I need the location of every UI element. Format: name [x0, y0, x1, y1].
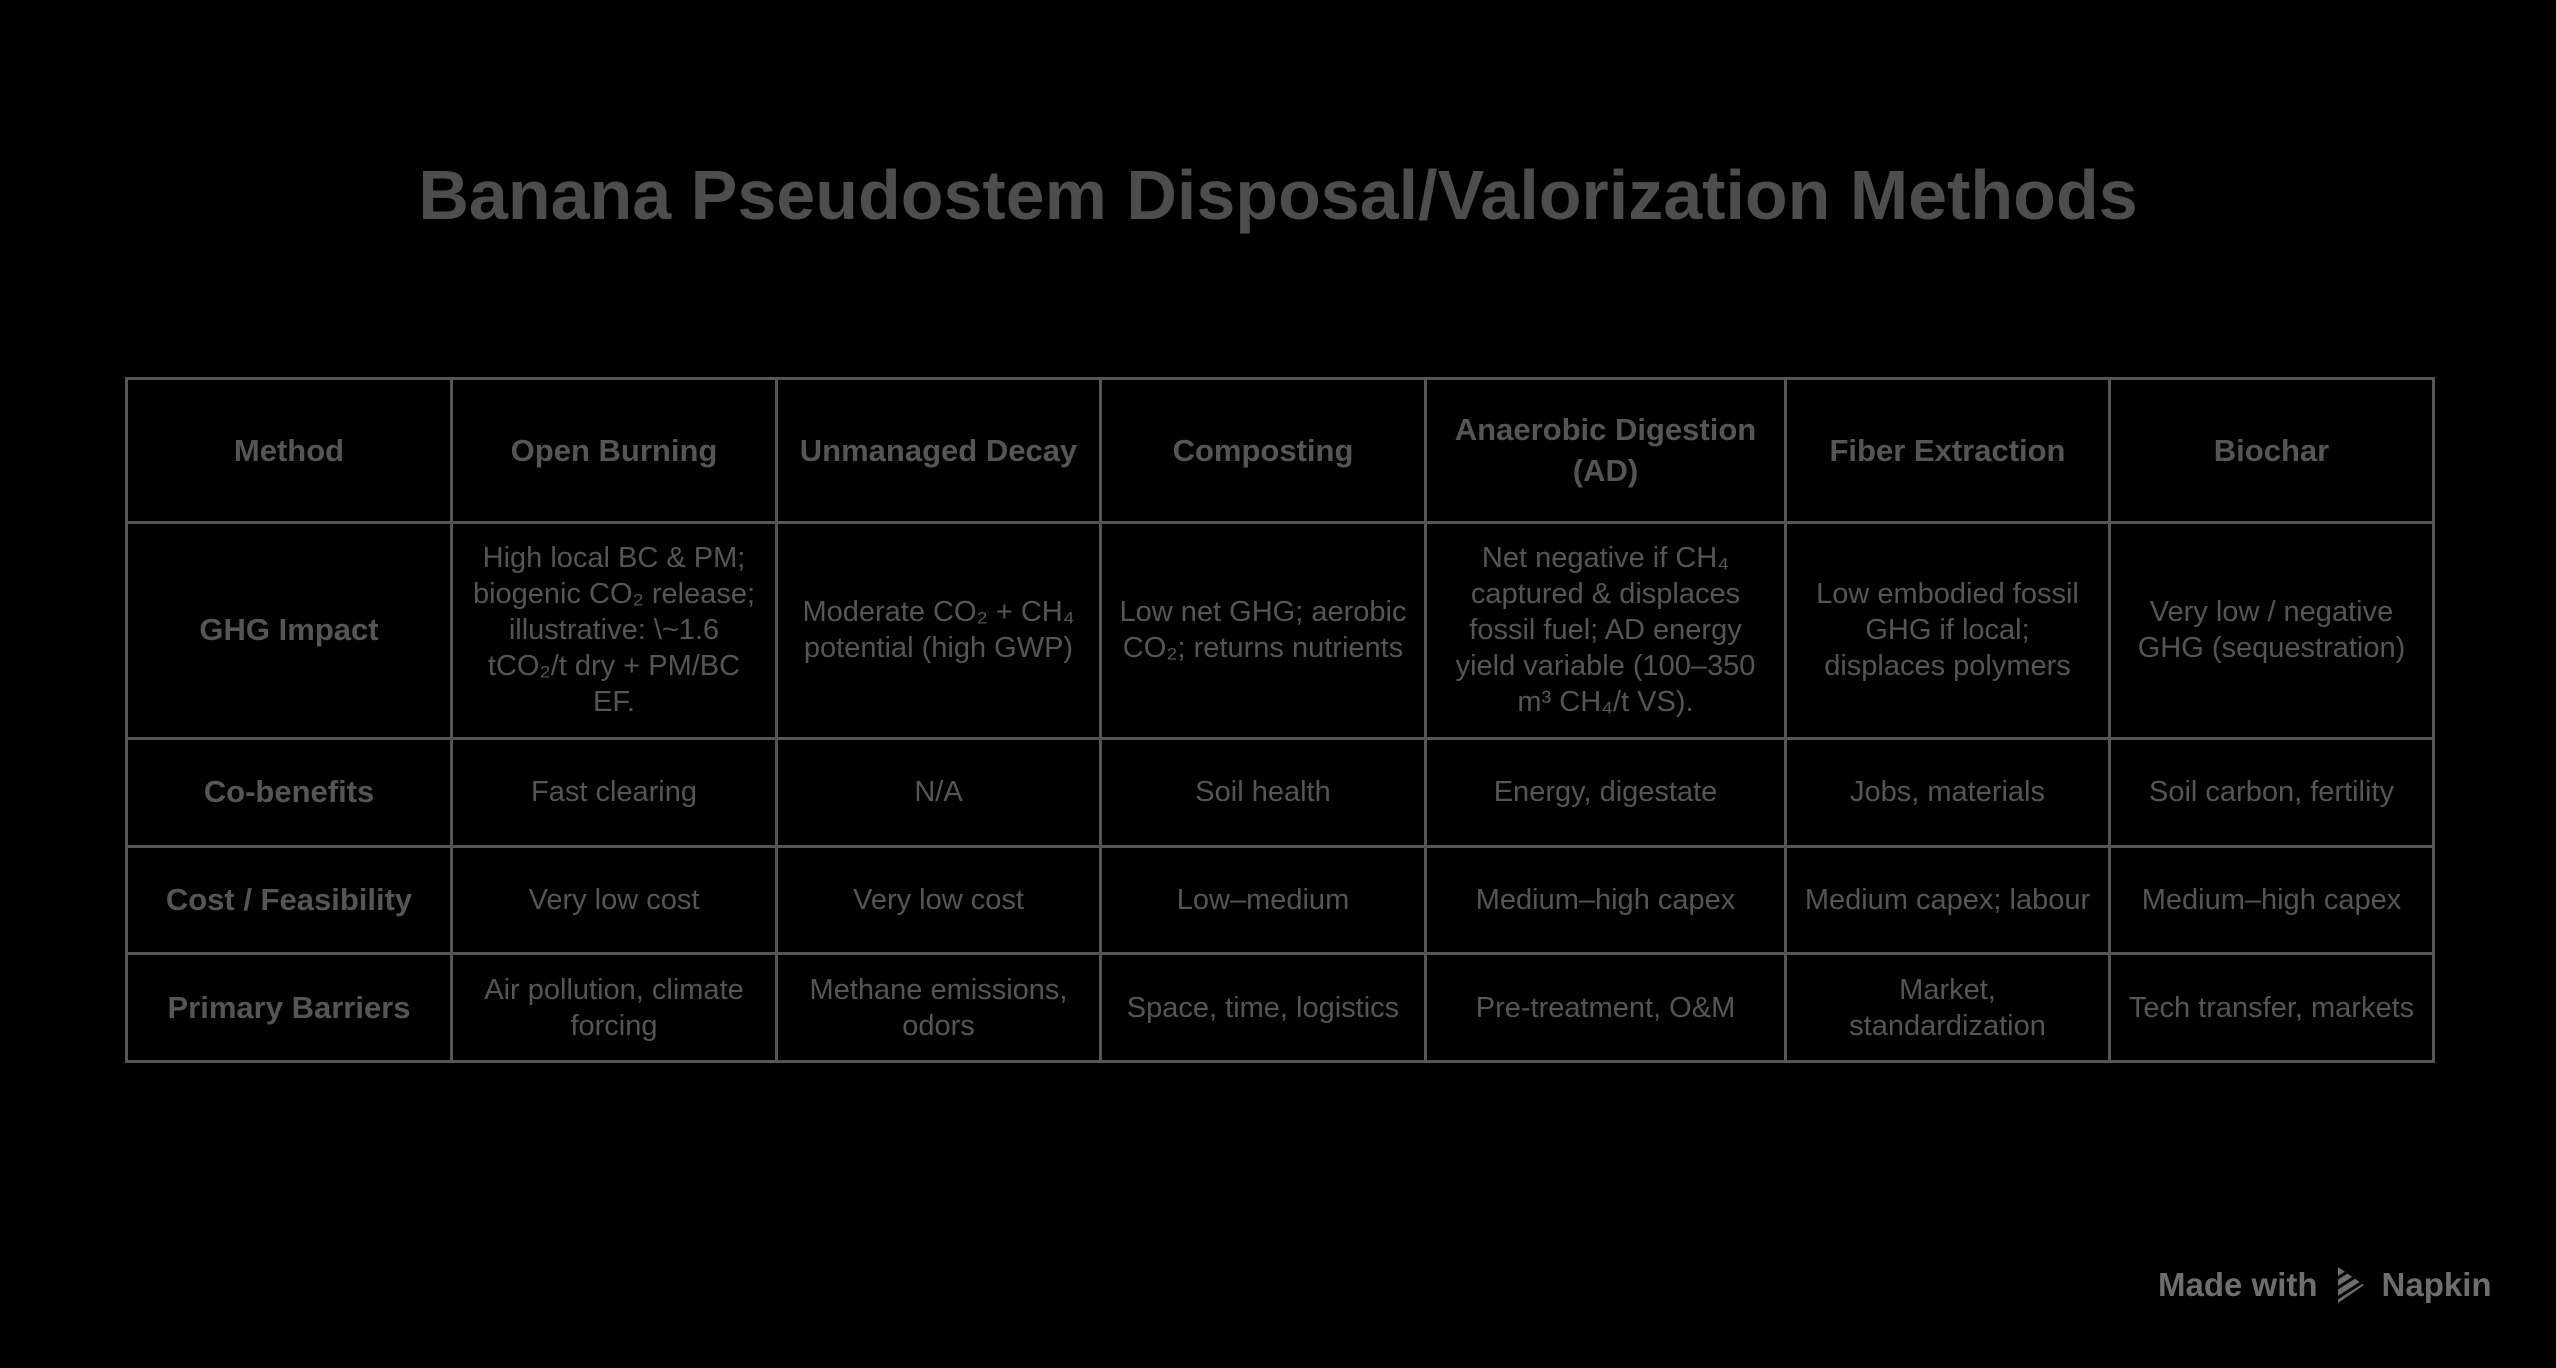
table-cell: Tech transfer, markets [2110, 954, 2434, 1062]
table-cell: Very low / negative GHG (sequestration) [2110, 522, 2434, 738]
table-row-cost-feasibility [127, 846, 2434, 954]
row-label: Cost / Feasibility [127, 846, 452, 954]
table-cell: Low embodied fossil GHG if local; displaces polymers [1786, 522, 2110, 738]
table-cell: Low–medium [1101, 846, 1426, 954]
header-unmanaged-decay: Unmanaged Decay [777, 379, 1101, 523]
header-open-burning: Open Burning [452, 379, 777, 523]
napkin-logo-icon [2334, 1265, 2368, 1305]
table-cell: Very low cost [452, 846, 777, 954]
row-label: Primary Barriers [127, 954, 452, 1062]
table-cell: Energy, digestate [1426, 739, 1786, 847]
table-cell: Net negative if CH₄ captured & displaces fossil fuel; AD energy yield variable (100–350 m³ CH₄/t VS). [1426, 522, 1786, 738]
table-cell: N/A [777, 739, 1101, 847]
header-anaerobic-digestion: Anaerobic Digestion (AD) [1426, 379, 1786, 523]
page-title: Banana Pseudostem Disposal/Valorization Methods [418, 156, 2138, 234]
comparison-table [125, 377, 2435, 1063]
header-biochar: Biochar [2110, 379, 2434, 523]
table-cell: High local BC & PM; biogenic CO₂ release; illustrative: \~1.6 tCO₂/t dry + PM/BC EF. [452, 522, 777, 738]
made-with-napkin-badge[interactable] [2158, 1265, 2492, 1305]
table-cell: Low net GHG; aerobic CO₂; returns nutrients [1101, 522, 1426, 738]
table-cell: Medium capex; labour [1786, 846, 2110, 954]
napkin-brand-label: Napkin [2381, 1266, 2492, 1303]
table-cell: Soil carbon, fertility [2110, 739, 2434, 847]
table-cell: Very low cost [777, 846, 1101, 954]
table-cell: Jobs, materials [1786, 739, 2110, 847]
table-cell: Space, time, logistics [1101, 954, 1426, 1062]
table-row-ghg-impact [127, 522, 2434, 738]
header-row [127, 379, 2434, 523]
row-label: GHG Impact [127, 522, 452, 738]
header-method: Method [127, 379, 452, 523]
table-cell: Pre-treatment, O&M [1426, 954, 1786, 1062]
table-cell: Soil health [1101, 739, 1426, 847]
header-composting: Composting [1101, 379, 1426, 523]
table-cell: Medium–high capex [1426, 846, 1786, 954]
table-cell: Air pollution, climate forcing [452, 954, 777, 1062]
table-cell: Medium–high capex [2110, 846, 2434, 954]
table-cell: Fast clearing [452, 739, 777, 847]
table-row-primary-barriers [127, 954, 2434, 1062]
table-cell: Market, standardization [1786, 954, 2110, 1062]
table-cell: Moderate CO₂ + CH₄ potential (high GWP) [777, 522, 1101, 738]
made-with-label: Made with [2158, 1266, 2318, 1303]
table-row-co-benefits [127, 739, 2434, 847]
table-cell: Methane emissions, odors [777, 954, 1101, 1062]
row-label: Co-benefits [127, 739, 452, 847]
header-fiber-extraction: Fiber Extraction [1786, 379, 2110, 523]
